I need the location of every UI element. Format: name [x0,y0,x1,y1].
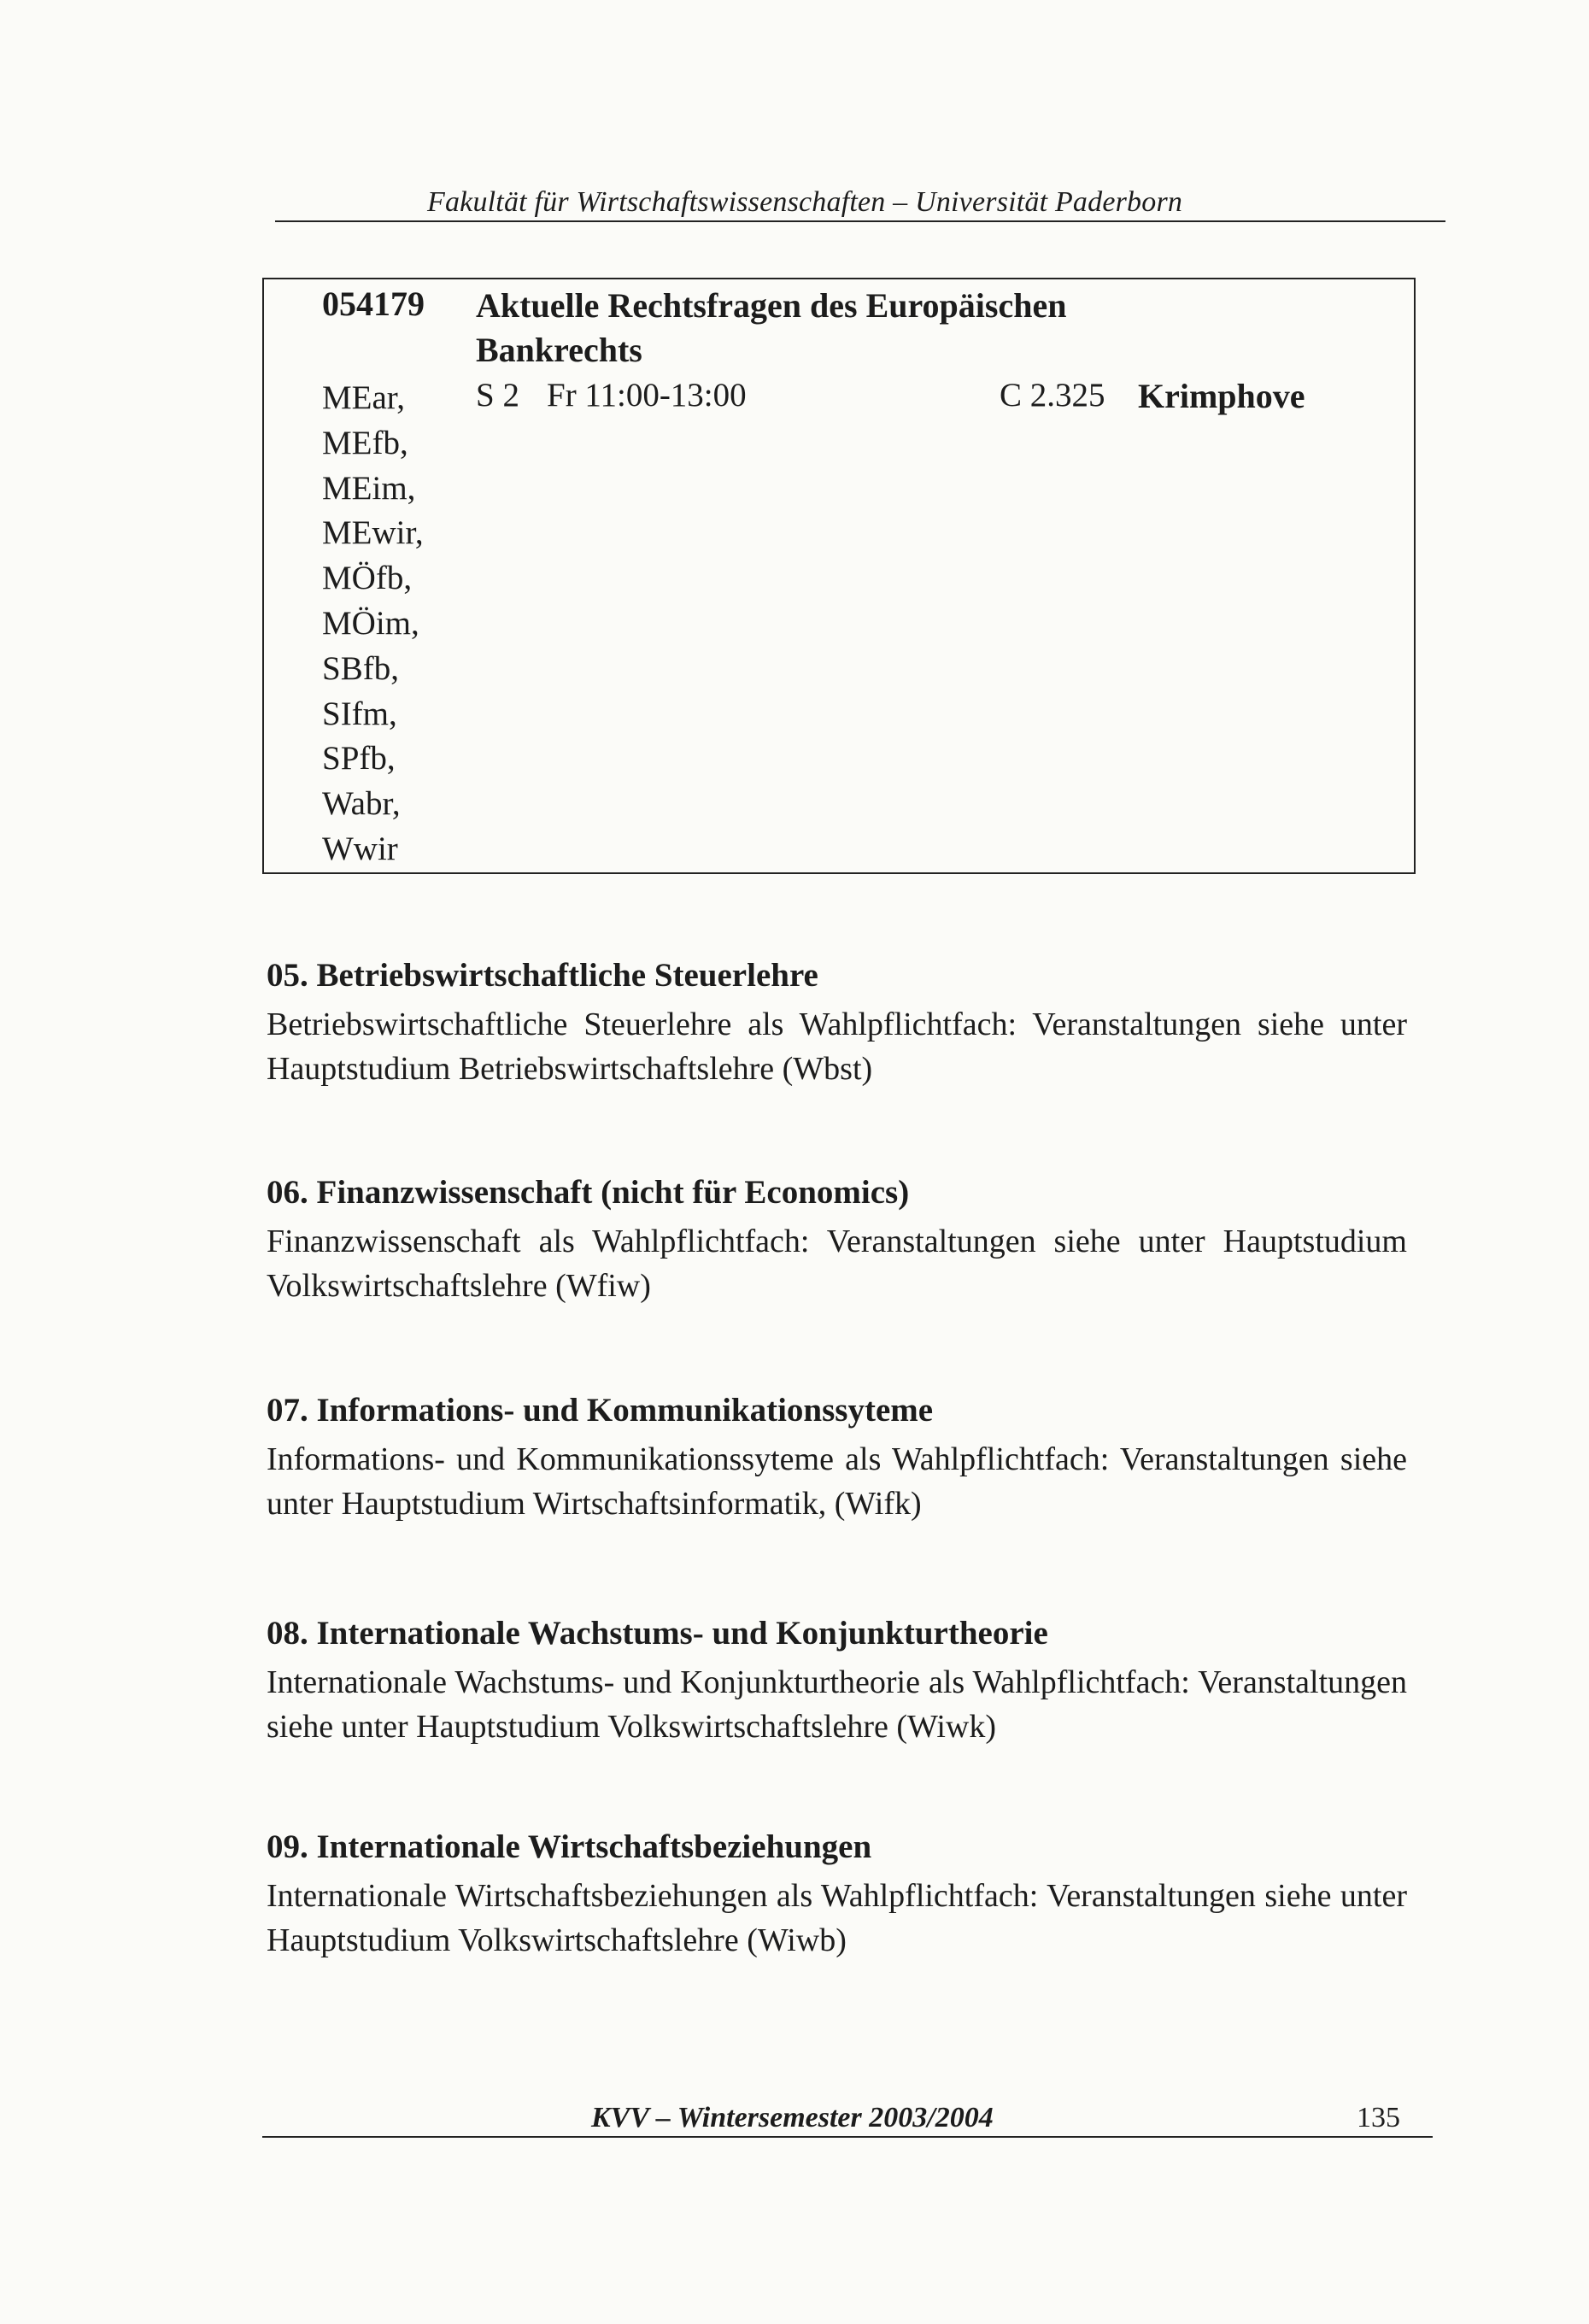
course-type: S 2 [476,377,519,414]
section-heading: 07. Informations- und Kommunikationssyteme [267,1392,934,1429]
course-program-list [322,376,424,872]
section-heading: 08. Internationale Wachstums- und Konjunkturtheorie [267,1615,1048,1652]
course-lecturer: Krimphove [1138,377,1305,415]
program-code: MEfb, [322,424,408,461]
program-code: MÖfb, [322,560,413,597]
program-code: Wwir [322,830,398,867]
course-time: Fr 11:00-13:00 [547,377,747,414]
program-code: MEim, [322,469,416,507]
section-informationssysteme [267,1389,1407,1526]
program-code: MÖim, [322,604,419,642]
course-id: 054179 [322,285,425,323]
program-code: MEar, [322,379,405,416]
program-code: SBfb, [322,649,399,687]
section-wachstumstheorie [267,1612,1407,1749]
program-code: SIfm, [322,695,397,732]
section-wirtschaftsbeziehungen [267,1826,1407,1963]
section-heading: 06. Finanzwissenschaft (nicht für Economics) [267,1174,910,1211]
footer-semester: KVV – Wintersemester 2003/2004 [591,2102,994,2133]
section-text: Internationale Wachstums- und Konjunkturtheorie als Wahlpflichtfach: Veranstaltungen siehe unter Hauptstudium Volkswirtschaftslehre (Wiwk) [267,1664,1407,1745]
section-text: Betriebswirtschaftliche Steuerlehre als Wahlpflichtfach: Veranstaltungen siehe unter Hauptstudium Betriebswirtschaftslehre (Wbst) [267,1006,1407,1087]
section-text: Internationale Wirtschaftsbeziehungen als Wahlpflichtfach: Veranstaltungen siehe unter Hauptstudium Volkswirtschaftslehre (Wiwb) [267,1878,1407,1958]
header-rule [275,220,1445,222]
program-code: Wabr, [322,785,401,823]
footer-rule [262,2136,1433,2138]
section-text: Finanzwissenschaft als Wahlpflichtfach: Veranstaltungen siehe unter Hauptstudium Volkswirtschaftslehre (Wfiw) [267,1224,1407,1304]
section-steuerlehre [267,954,1407,1091]
page-header-title: Fakultät für Wirtschaftswissenschaften – Universität Paderborn [427,186,1183,218]
page-number: 135 [1357,2102,1400,2133]
course-room: C 2.325 [1000,377,1105,414]
section-heading: 09. Internationale Wirtschaftsbeziehungen [267,1828,872,1865]
section-text: Informations- und Kommunikationssyteme als Wahlpflichtfach: Veranstaltungen siehe unter Hauptstudium Wirtschaftsinformatik, (Wifk) [267,1441,1407,1522]
program-code: SPfb, [322,740,396,778]
section-heading: 05. Betriebswirtschaftliche Steuerlehre [267,957,818,994]
section-finanzwissenschaft [267,1171,1407,1308]
course-title: Aktuelle Rechtsfragen des Europäischen Bankrechts [476,286,1067,369]
program-code: MEwir, [322,514,424,552]
